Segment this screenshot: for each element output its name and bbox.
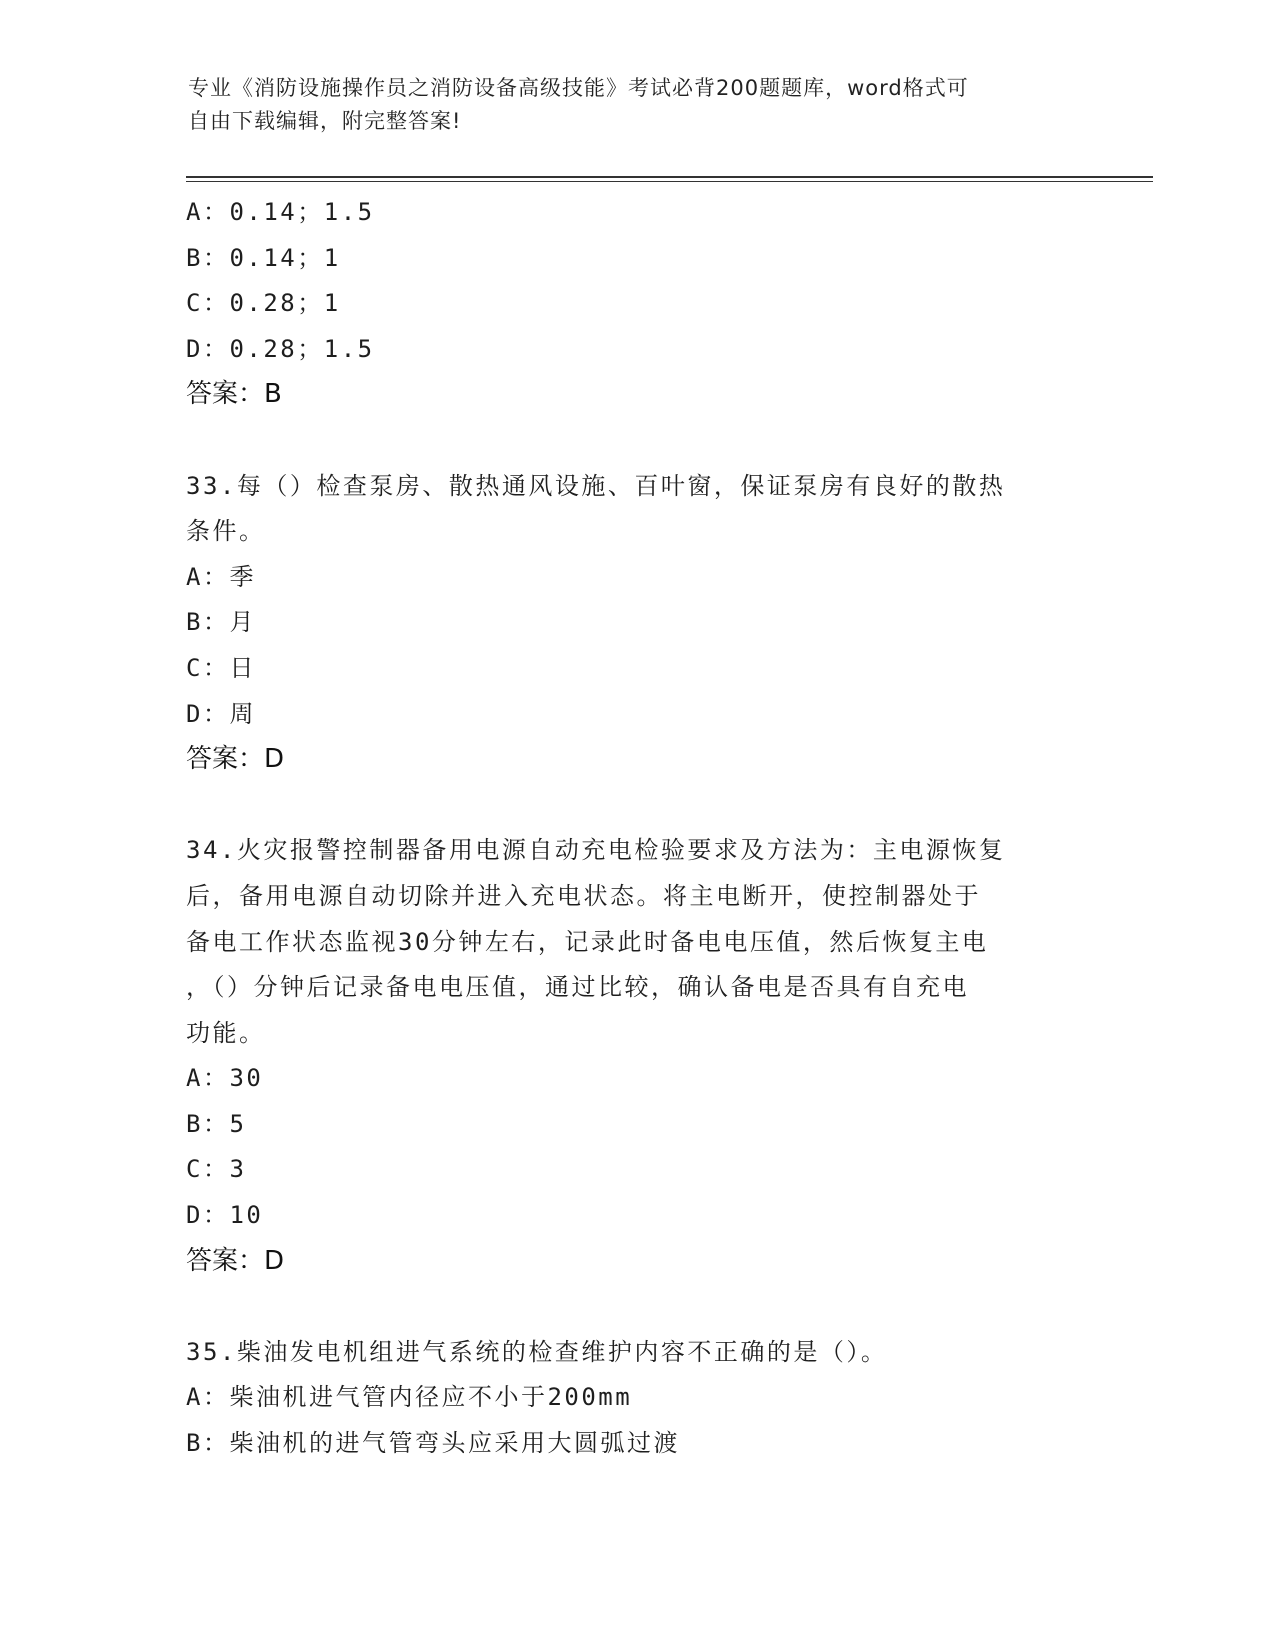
option-d: D：10: [186, 1201, 264, 1230]
question-34: [186, 828, 1086, 1284]
answer-line: 答案：D: [186, 744, 285, 775]
question-35: [186, 1330, 1086, 1467]
option-a: A：季: [186, 562, 256, 591]
option-b: B：5: [186, 1109, 247, 1138]
question-text-line: 35.柴油发电机组进气系统的检查维护内容不正确的是（）。: [186, 1337, 888, 1366]
option-a: A：0.14；1.5: [186, 198, 375, 226]
question-text-line: 备电工作状态监视30分钟左右，记录此时备电电压值，然后恢复主电: [186, 927, 989, 956]
answer-line: 答案：B: [186, 379, 282, 410]
option-c: C：0.28；1: [186, 289, 341, 318]
option-a: A：30: [186, 1064, 264, 1093]
spacer: [186, 418, 1086, 464]
spacer: [186, 1284, 1086, 1330]
option-a: A：柴油机进气管内径应不小于200mm: [186, 1383, 633, 1412]
option-c: C：3: [186, 1155, 247, 1184]
question-list: [186, 190, 1086, 1467]
question-text-line: 后，备用电源自动切除并进入充电状态。将主电断开，使控制器处于: [186, 881, 981, 910]
question-text-line: ，（）分钟后记录备电电压值，通过比较，确认备电是否具有自充电: [186, 973, 969, 1002]
option-b: B：月: [186, 608, 256, 637]
spacer: [186, 783, 1086, 829]
option-d: D：周: [186, 699, 256, 728]
option-b: B：柴油机的进气管弯头应采用大圆弧过渡: [186, 1429, 680, 1458]
option-d: D：0.28；1.5: [186, 334, 375, 363]
question-text-line: 33.每（）检查泵房、散热通风设施、百叶窗，保证泵房有良好的散热: [186, 471, 1006, 500]
option-b: B：0.14；1: [186, 243, 341, 272]
header-divider-thin: [186, 181, 1153, 182]
question-32-tail: [186, 190, 1086, 418]
question-text-line: 功能。: [186, 1018, 266, 1047]
question-text-line: 34.火灾报警控制器备用电源自动充电检验要求及方法为：主电源恢复: [186, 836, 1006, 865]
header-line-2: 自由下载编辑，附完整答案!: [188, 109, 462, 133]
answer-line: 答案：D: [186, 1245, 285, 1276]
header-divider-thick: [186, 176, 1153, 178]
option-c: C：日: [186, 653, 256, 682]
header-line-1: 专业《消防设施操作员之消防设备高级技能》考试必背200题题库，word格式可: [188, 76, 969, 100]
question-33: [186, 464, 1086, 783]
question-text-line: 条件。: [186, 517, 266, 546]
document-header: [188, 72, 1068, 138]
